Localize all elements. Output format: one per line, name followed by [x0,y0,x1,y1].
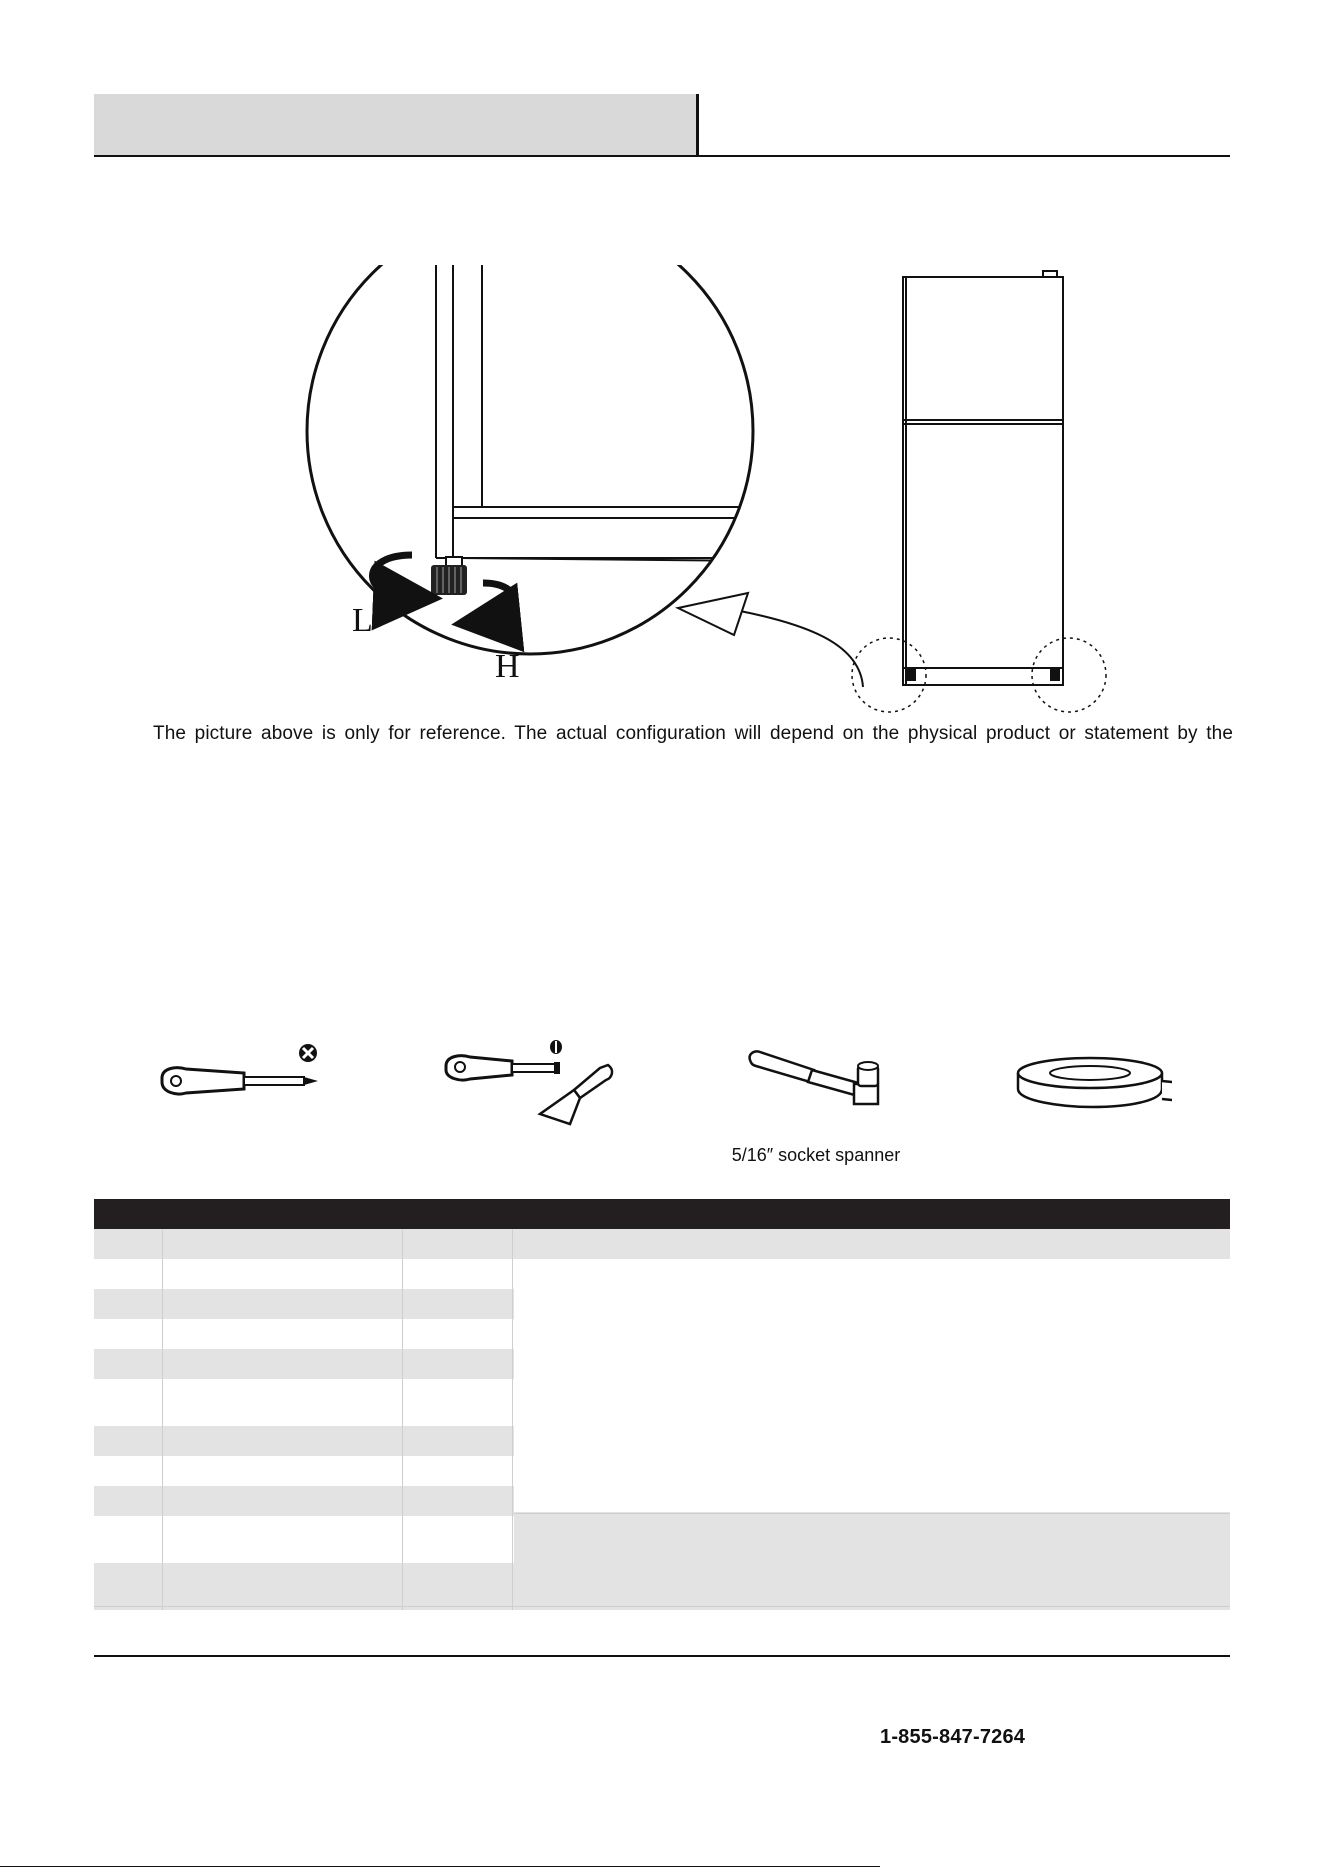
adhesive-tape-icon [1012,1055,1172,1111]
support-phone: 1-855-847-7264 [880,1726,1026,1748]
table-row [94,1229,1230,1259]
table-notes-cell [514,1260,1230,1512]
socket-spanner-icon [746,1040,896,1110]
foot-highlight-right [1032,638,1106,712]
header-title-band [94,94,698,156]
flathead-screwdriver-and-scraper-icon [440,1040,620,1130]
reference-note: The picture above is only for reference. The actual configuration will depend on the physical product or statement by the [153,723,1233,744]
header-divider [696,94,699,156]
table-notes-cell [514,1513,1230,1608]
low-label: L [352,602,373,639]
header-rule [94,155,1230,157]
callout-arrow [740,611,863,687]
page-bottom-rule [0,1866,880,1867]
phillips-screwdriver-icon [156,1040,326,1110]
socket-spanner-label: 5/16″ socket spanner [731,1145,901,1165]
table-bottom-border [94,1606,1230,1607]
high-label: H [495,648,520,685]
footer-rule [94,1655,1230,1657]
table-header [94,1199,1230,1229]
refrigerator-front-view [852,271,1106,712]
magnified-foot-detail [307,265,760,685]
leveling-leg-diagram [300,265,1240,725]
